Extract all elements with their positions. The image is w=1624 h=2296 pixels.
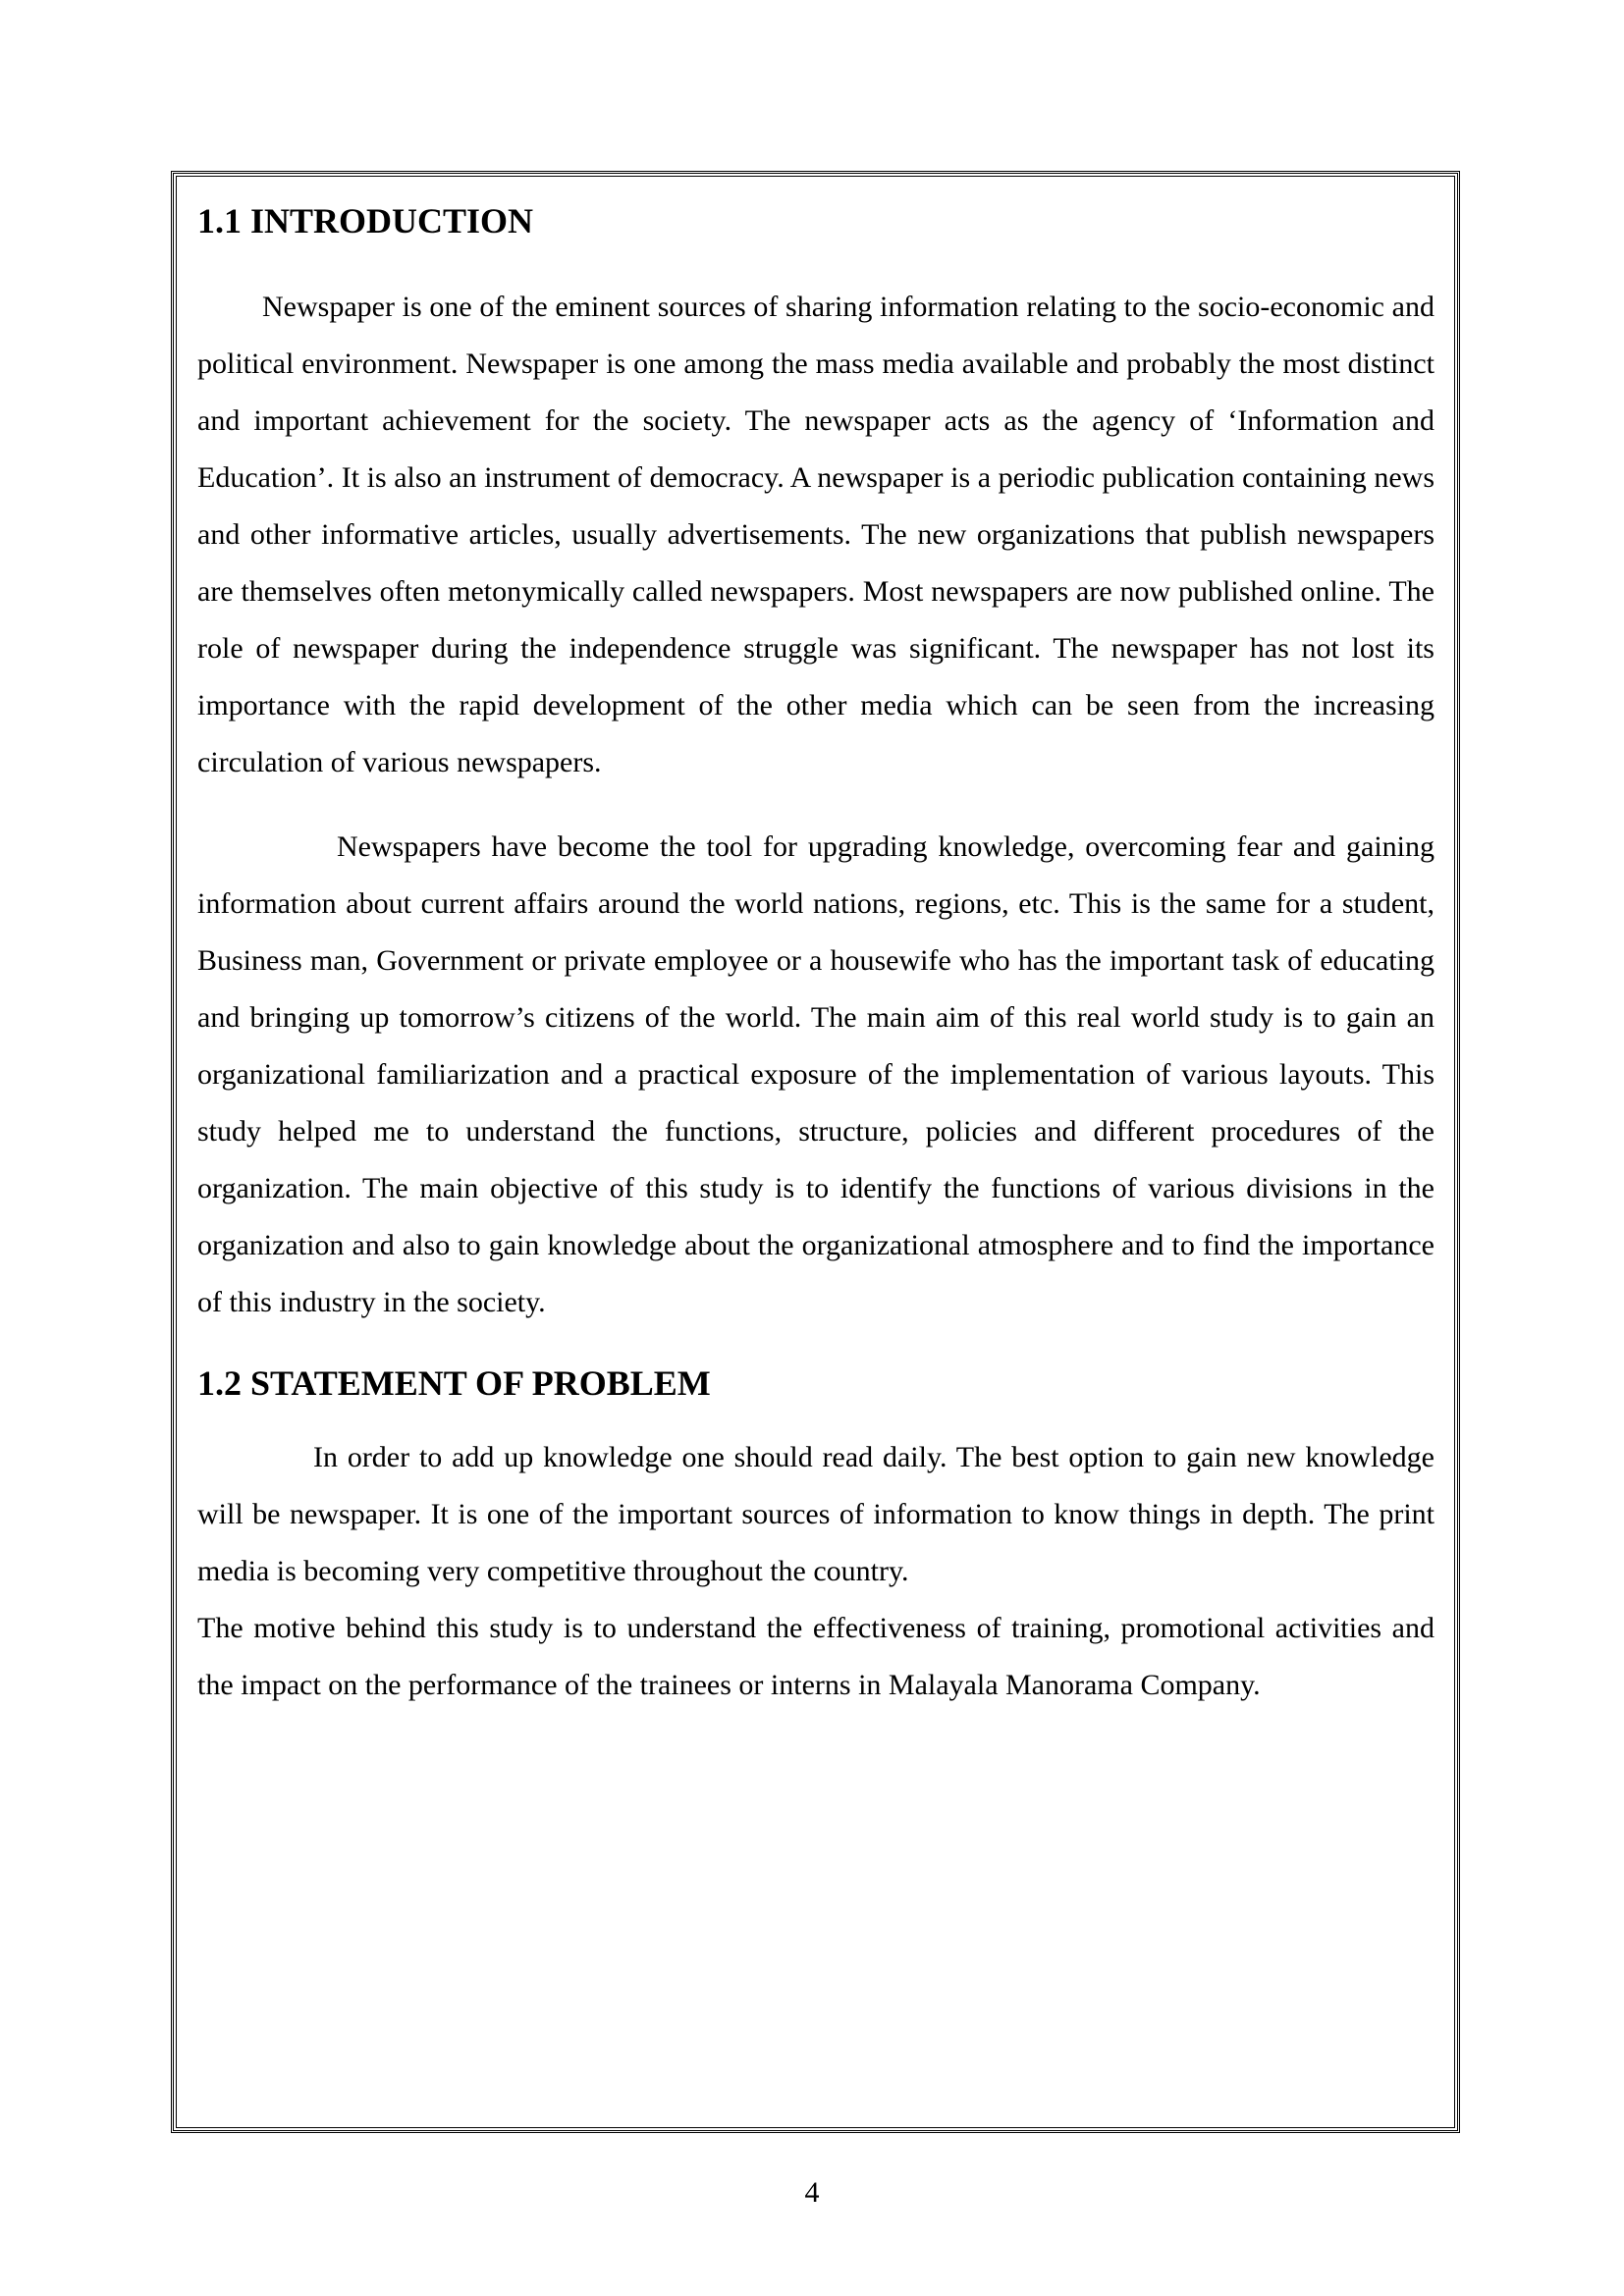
problem-paragraph-1: In order to add up knowledge one should read daily. The best option to gain new knowledge will be newspaper. It is one of the important sources of information to know things in depth. The print media is becoming very competitive throughout the country. (197, 1441, 1435, 1587)
section-heading-statement-of-problem: 1.2 STATEMENT OF PROBLEM (197, 1363, 711, 1403)
problem-paragraph-2: The motive behind this study is to understand the effectiveness of training, promotional activities and the impact on the performance of the trainees or interns in Malayala Manorama Company. (197, 1612, 1435, 1701)
section-heading-introduction: 1.1 INTRODUCTION (197, 201, 534, 240)
introduction-paragraph-2: Newspapers have become the tool for upgrading knowledge, overcoming fear and gaining information about current affairs around the world nations, regions, etc. This is the same for a student, Business man, Government or private employee or a housewife who has the important task of educating and bringing up tomorrow’s citizens of the world. The main aim of this real world study is to gain an organizational familiarization and a practical exposure of the implementation of various layouts. This study helped me to understand the functions, structure, policies and different procedures of the organization. The main objective of this study is to identify the functions of various divisions in the organization and also to gain knowledge about the organizational atmosphere and to find the importance of this industry in the society. (197, 830, 1435, 1318)
page-content (197, 192, 1435, 1714)
page-number: 4 (804, 2176, 820, 2209)
introduction-paragraph-1: Newspaper is one of the eminent sources of sharing information relating to the socio-economic and political environment. Newspaper is one among the mass media available and probably the most distinct and important achievement for the society. The newspaper acts as the agency of ‘Information and Education’. It is also an instrument of democracy. A newspaper is a periodic publication containing news and other informative articles, usually advertisements. The new organizations that publish newspapers are themselves often metonymically called newspapers. Most newspapers are now published online. The role of newspaper during the independence struggle was significant. The newspaper has not lost its importance with the rapid development of the other media which can be seen from the increasing circulation of various newspapers. (197, 291, 1435, 778)
